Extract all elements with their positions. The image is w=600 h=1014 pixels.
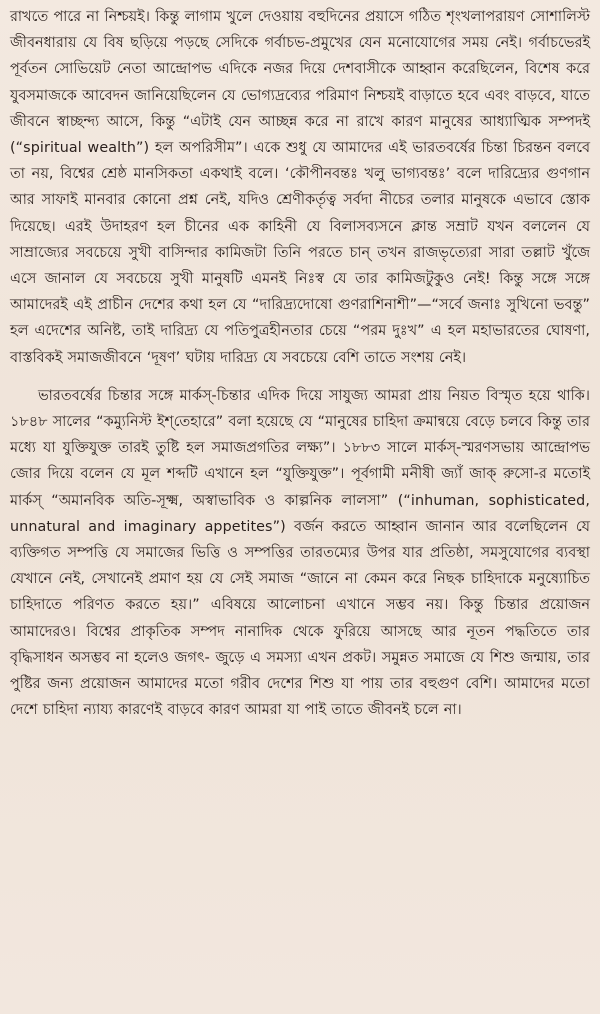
paragraph-2: ভারতবর্ষের চিন্তার সঙ্গে মার্কস্-চিন্তার এদিক দিয়ে সাযুজ্য আমরা প্রায় নিয়ত বিস্মৃত হয়ে থাকি। ১৮৪৮ সালের “কম্যুনিস্ট ইশ্‌তেহারে” বলা হয়েছে যে “মানুষের চাহিদা ক্রমান্বয়ে বেড়ে চলবে কিন্তু তার মধ্যে যা যুক্তিযুক্ত তারই তুষ্টি হল সমাজপ্রগতির লক্ষ্য”। ১৮৮৩ সালে মার্কস্-স্মরণসভায় আন্দ্রোপভ জোর দিয়ে বলেন যে মূল শব্দটি এখানে হল “যুক্তিযুক্ত”। পূর্বগামী মনীষী জ্যাঁ জাক্ রুসো-র মতোই মার্কস্ “অমানবিক অতি-সূক্ষ্ম, অস্বাভাবিক ও কাল্পনিক লালসা” (“inhuman, sophisticated, unnatural and imaginary appetites”) বর্জন করতে আহ্বান জানান আর বলেছিলেন যে ব্যক্তিগত সম্পত্তি যে সমাজের ভিত্তি ও সম্পত্তির তারতম্যের উপর যার প্রতিষ্ঠা, সমসুযোগের ব্যবস্থা যেখানে নেই, সেখানেই প্রমাণ হয় যে সেই সমাজ “জানে না কেমন করে নিছক চাহিদাকে মনুষ্যোচিত চাহিদাতে পরিণত করতে হয়।” এবিষয়ে আলোচনা এখানে সম্ভব নয়। কিন্তু চিন্তার প্রয়োজন আমাদেরও। বিশ্বের প্রাকৃতিক সম্পদ নানাদিক থেকে ফুরিয়ে আসছে আর নূতন পদ্ধতিতে তার বৃদ্ধিসাধন অসম্ভব না হলেও জগৎ- জুড়ে এ সমস্যা এখন প্রকট। সমুন্নত সমাজে যে শিশু জন্মায়, তার পুষ্টির জন্য প্রয়োজন আমাদের মতো গরীব দেশের শিশু যা পায় তার বহুগুণ বেশি। আমাদের মতো দেশে চাহিদা ন্যায্য কারণেই বাড়বে কারণ আমরা যা পাই তাতে জীবনই চলে না। — [10, 387, 590, 719]
paragraph-1: রাখতে পারে না নিশ্চয়ই। কিন্তু লাগাম খুলে দেওয়ায় বহুদিনের প্রয়াসে গঠিত শৃংখলাপরায়ণ সোশালিস্ট জীবনধারায় যে বিষ ছড়িয়ে পড়ছে সেদিকে গর্বাচভ-প্রমুখের যেন মনোযোগের সময় নেই। গর্বাচভেরই পূর্বতন সোভিয়েট নেতা আন্দ্রোপভ এদিকে নজর দিয়ে দেশবাসীকে আহ্বান করেছিলেন, বিশেষ করে যুবসমাজকে আবেদন জানিয়েছিলেন যে ভোগ্যদ্রব্যের পরিমাণ নিশ্চয়ই বাড়াতে হবে এবং বাড়বে, যাতে জীবনে স্বাচ্ছন্দ্য আসে, কিন্তু “এটাই যেন আচ্ছন্ন করে না রাখে কারণ মানুষের আধ্যাত্মিক সম্পদই (“spiritual wealth”) হল অপরিসীম”। একে শুধু যে আমাদের এই ভারতবর্ষের চিন্তা চিরন্তন বলবে তা নয়, বিশ্বের শ্রেষ্ঠ মানসিকতা একথাই বলে। ‘কৌপীনবন্তঃ খলু ভাগ্যবন্তঃ’ বলে দারিদ্র্যের গুণগান আর সাফাই মানবার কোনো প্রশ্ন নেই, যদিও শ্রেণীকর্তৃত্ব সর্বদা নীচের তলার মানুষকে এভাবে স্তোক দিয়েছে। এরই উদাহরণ হল চীনের এক কাহিনী যে বিলাসব্যসনে ক্লান্ত সম্রাট যখন বললেন যে সাম্রাজ্যের সবচেয়ে সুখী বাসিন্দার কামিজটা তিনি পরতে চান্ তখন রাজভৃত্যেরা সারা তল্লাট খুঁজে এসে জানাল যে সবচেয়ে সুখী মানুষটি এমনই নিঃস্ব যে তার কামিজটুকুও নেই! কিন্তু সঙ্গে সঙ্গে আমাদেরই এই প্রাচীন দেশের কথা হল যে “দারিদ্র্যদোষো গুণরাশিনাশী”—“সর্বে জনাঃ সুখিনো ভবন্তু” হল এদেশের অনিষ্ট, তাই দারিদ্র্য যে পতিপুত্রহীনতার চেয়ে “পরম দুঃখ” এ হল মহাভারতের ঘোষণা, বাস্তবিকই সমাজজীবনে ‘দূষণ’ ঘটায় দারিদ্র্য যে সবচেয়ে বেশি তাতে সংশয় নেই। — [10, 9, 590, 366]
